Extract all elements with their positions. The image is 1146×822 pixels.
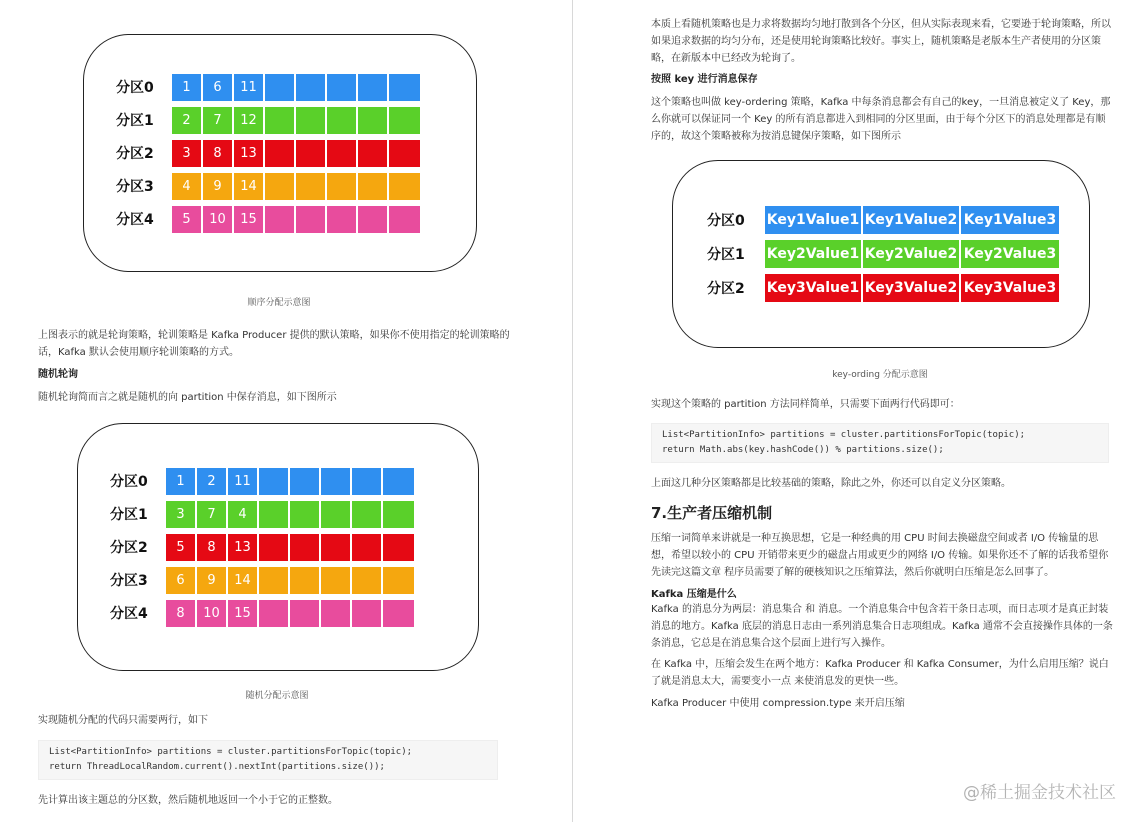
message-cell: [290, 501, 321, 528]
paragraph: 实现随机分配的代码只需要两行，如下: [38, 715, 208, 726]
message-cell: 11: [234, 74, 265, 101]
message-cell: [265, 107, 296, 134]
message-cell: 12: [234, 107, 265, 134]
partition-label: 分区1: [110, 507, 148, 523]
partition-label: 分区1: [116, 113, 154, 129]
diagram-caption: 顺序分配示意图: [247, 298, 311, 308]
partition-row: [116, 173, 420, 200]
message-cell: 15: [234, 206, 265, 233]
message-cell: 14: [228, 567, 259, 594]
code-block: List<PartitionInfo> partitions = cluster.partitionsForTopic(topic); return ThreadLocalRandom.current().nextInt(partitions.size());: [38, 740, 498, 780]
partition-row: [110, 600, 414, 627]
message-cell: [358, 173, 389, 200]
partition-cells: [765, 240, 1059, 268]
partition-row: [110, 534, 414, 561]
message-cell: 7: [197, 501, 228, 528]
code-block: List<PartitionInfo> partitions = cluster.partitionsForTopic(topic); return Math.abs(key.hashCode()) % partitions.size();: [651, 423, 1109, 463]
message-cell: 7: [203, 107, 234, 134]
partition-cells: [166, 468, 414, 495]
message-cell: 5: [166, 534, 197, 561]
partition-row: [110, 501, 414, 528]
partition-label: 分区4: [116, 212, 154, 228]
partition-row: [110, 468, 414, 495]
partition-label: 分区1: [707, 247, 745, 263]
message-cell: [321, 600, 352, 627]
partition-cells: [172, 206, 420, 233]
paragraph: Kafka 的消息分为两层：消息集合 和 消息。一个消息集合中包含若干条日志项，而日志项才是真正封装消息的地方。Kafka 底层的消息日志由一系列消息集合日志项组成。Kafka 通常不会直接操作具体的一条条消息，它总是在消息集合这个层面上进行写入操作。: [651, 604, 1113, 649]
partition-label: 分区0: [110, 474, 148, 490]
message-cell: 1: [172, 74, 203, 101]
partition-row: [707, 240, 1059, 268]
partition-row: [707, 206, 1059, 234]
message-cell: [383, 600, 414, 627]
message-cell: Key1Value3: [961, 206, 1059, 234]
message-cell: Key2Value2: [863, 240, 961, 268]
message-cell: [265, 74, 296, 101]
message-cell: [327, 107, 358, 134]
sequential-partition-diagram: [83, 34, 477, 272]
partition-row: [110, 567, 414, 594]
partition-cells: [765, 274, 1059, 302]
message-cell: 9: [197, 567, 228, 594]
message-cell: [265, 173, 296, 200]
random-partition-diagram: [77, 423, 479, 671]
message-cell: [327, 173, 358, 200]
message-cell: 11: [228, 468, 259, 495]
diagram-caption: key-ording 分配示意图: [832, 370, 928, 380]
partition-cells: [166, 567, 414, 594]
message-cell: [327, 74, 358, 101]
partition-row: [116, 74, 420, 101]
message-cell: [321, 468, 352, 495]
section-heading: Kafka 压缩是什么: [651, 589, 737, 600]
message-cell: [259, 468, 290, 495]
partition-row: [707, 274, 1059, 302]
message-cell: [327, 140, 358, 167]
paragraph: 本质上看随机策略也是力求将数据均匀地打散到各个分区，但从实际表现来看，它要逊于轮询策略，所以如果追求数据的均匀分布，还是使用轮询策略比较好。事实上，随机策略是老版本生产者使用的分区策略，在新版本中已经改为轮询了。: [651, 19, 1111, 64]
paragraph: 上面这几种分区策略都是比较基础的策略，除此之外，你还可以自定义分区策略。: [651, 478, 1011, 489]
message-cell: 8: [203, 140, 234, 167]
paragraph: 随机轮询简而言之就是随机的向 partition 中保存消息，如下图所示: [38, 392, 337, 403]
partition-label: 分区4: [110, 606, 148, 622]
partition-label: 分区0: [116, 80, 154, 96]
message-cell: [321, 534, 352, 561]
message-cell: 10: [197, 600, 228, 627]
message-cell: [389, 140, 420, 167]
page-divider: [572, 0, 573, 822]
message-cell: [296, 107, 327, 134]
partition-cells: [172, 140, 420, 167]
message-cell: Key3Value2: [863, 274, 961, 302]
message-cell: 13: [228, 534, 259, 561]
partition-cells: [172, 107, 420, 134]
message-cell: 6: [203, 74, 234, 101]
watermark: @稀土掘金技术社区: [963, 783, 1116, 803]
message-cell: 14: [234, 173, 265, 200]
message-cell: 15: [228, 600, 259, 627]
message-cell: 10: [203, 206, 234, 233]
message-cell: 1: [166, 468, 197, 495]
chapter-heading: 7.生产者压缩机制: [651, 504, 773, 522]
message-cell: [383, 468, 414, 495]
message-cell: [296, 140, 327, 167]
partition-label: 分区2: [707, 281, 745, 297]
message-cell: 4: [228, 501, 259, 528]
paragraph: 压缩一词简单来讲就是一种互换思想，它是一种经典的用 CPU 时间去换磁盘空间或者 I/O 传输量的思想，希望以较小的 CPU 开销带来更少的磁盘占用或更少的网络 I/O 传输。如果你还不了解的话我希望你先读完这篇文章 程序员需要了解的硬核知识之压缩算法，然后你就明白压缩是怎么回事了。: [651, 533, 1109, 578]
partition-label: 分区2: [116, 146, 154, 162]
message-cell: [389, 74, 420, 101]
message-cell: 3: [166, 501, 197, 528]
message-cell: [352, 468, 383, 495]
section-heading: 按照 key 进行消息保存: [651, 74, 758, 85]
message-cell: [389, 206, 420, 233]
message-cell: [358, 107, 389, 134]
partition-label: 分区0: [707, 213, 745, 229]
partition-cells: [172, 173, 420, 200]
message-cell: [296, 74, 327, 101]
message-cell: 8: [166, 600, 197, 627]
message-cell: [265, 140, 296, 167]
message-cell: 2: [172, 107, 203, 134]
message-cell: [358, 140, 389, 167]
message-cell: [259, 501, 290, 528]
message-cell: Key1Value2: [863, 206, 961, 234]
message-cell: [296, 173, 327, 200]
message-cell: [352, 534, 383, 561]
partition-cells: [172, 74, 420, 101]
section-heading: 随机轮询: [38, 369, 78, 380]
message-cell: [265, 206, 296, 233]
message-cell: Key3Value3: [961, 274, 1059, 302]
message-cell: [352, 600, 383, 627]
partition-cells: [166, 534, 414, 561]
partition-cells: [166, 600, 414, 627]
partition-row: [116, 140, 420, 167]
message-cell: [290, 468, 321, 495]
message-cell: [321, 501, 352, 528]
paragraph: 这个策略也叫做 key-ordering 策略，Kafka 中每条消息都会有自己的key，一旦消息被定义了 Key，那么你就可以保证同一个 Key 的所有消息都进入到相同的分区里面，由于每个分区下的消息处理都是有顺序的，故这个策略被称为按消息键保序策略，如下图所示: [651, 97, 1111, 142]
message-cell: [358, 74, 389, 101]
message-cell: [383, 534, 414, 561]
paragraph: 在 Kafka 中，压缩会发生在两个地方：Kafka Producer 和 Kafka Consumer，为什么启用压缩？说白了就是消息太大，需要变小一点 来使消息发的更快一些。: [651, 659, 1109, 687]
message-cell: [290, 534, 321, 561]
partition-cells: [166, 501, 414, 528]
message-cell: [259, 600, 290, 627]
message-cell: 13: [234, 140, 265, 167]
message-cell: [259, 567, 290, 594]
partition-label: 分区3: [116, 179, 154, 195]
message-cell: 8: [197, 534, 228, 561]
message-cell: [352, 567, 383, 594]
message-cell: Key2Value3: [961, 240, 1059, 268]
message-cell: 5: [172, 206, 203, 233]
diagram-caption: 随机分配示意图: [245, 691, 309, 701]
partition-label: 分区3: [110, 573, 148, 589]
paragraph: 先计算出该主题总的分区数，然后随机地返回一个小于它的正整数。: [38, 795, 338, 806]
key-ordering-partition-diagram: [672, 160, 1090, 348]
message-cell: [327, 206, 358, 233]
message-cell: 9: [203, 173, 234, 200]
message-cell: [290, 600, 321, 627]
message-cell: [290, 567, 321, 594]
partition-label: 分区2: [110, 540, 148, 556]
partition-row: [116, 107, 420, 134]
message-cell: 2: [197, 468, 228, 495]
message-cell: [383, 501, 414, 528]
partition-row: [116, 206, 420, 233]
message-cell: Key1Value1: [765, 206, 863, 234]
partition-cells: [765, 206, 1059, 234]
paragraph: Kafka Producer 中使用 compression.type 来开启压缩: [651, 698, 905, 709]
message-cell: [389, 173, 420, 200]
message-cell: [383, 567, 414, 594]
message-cell: Key2Value1: [765, 240, 863, 268]
paragraph: 上图表示的就是轮询策略，轮训策略是 Kafka Producer 提供的默认策略，如果你不使用指定的轮训策略的话，Kafka 默认会使用顺序轮训策略的方式。: [38, 330, 510, 358]
message-cell: [321, 567, 352, 594]
message-cell: [389, 107, 420, 134]
message-cell: [259, 534, 290, 561]
message-cell: [352, 501, 383, 528]
paragraph: 实现这个策略的 partition 方法同样简单，只需要下面两行代码即可：: [651, 399, 960, 410]
message-cell: [358, 206, 389, 233]
message-cell: Key3Value1: [765, 274, 863, 302]
message-cell: 6: [166, 567, 197, 594]
message-cell: 4: [172, 173, 203, 200]
message-cell: 3: [172, 140, 203, 167]
message-cell: [296, 206, 327, 233]
